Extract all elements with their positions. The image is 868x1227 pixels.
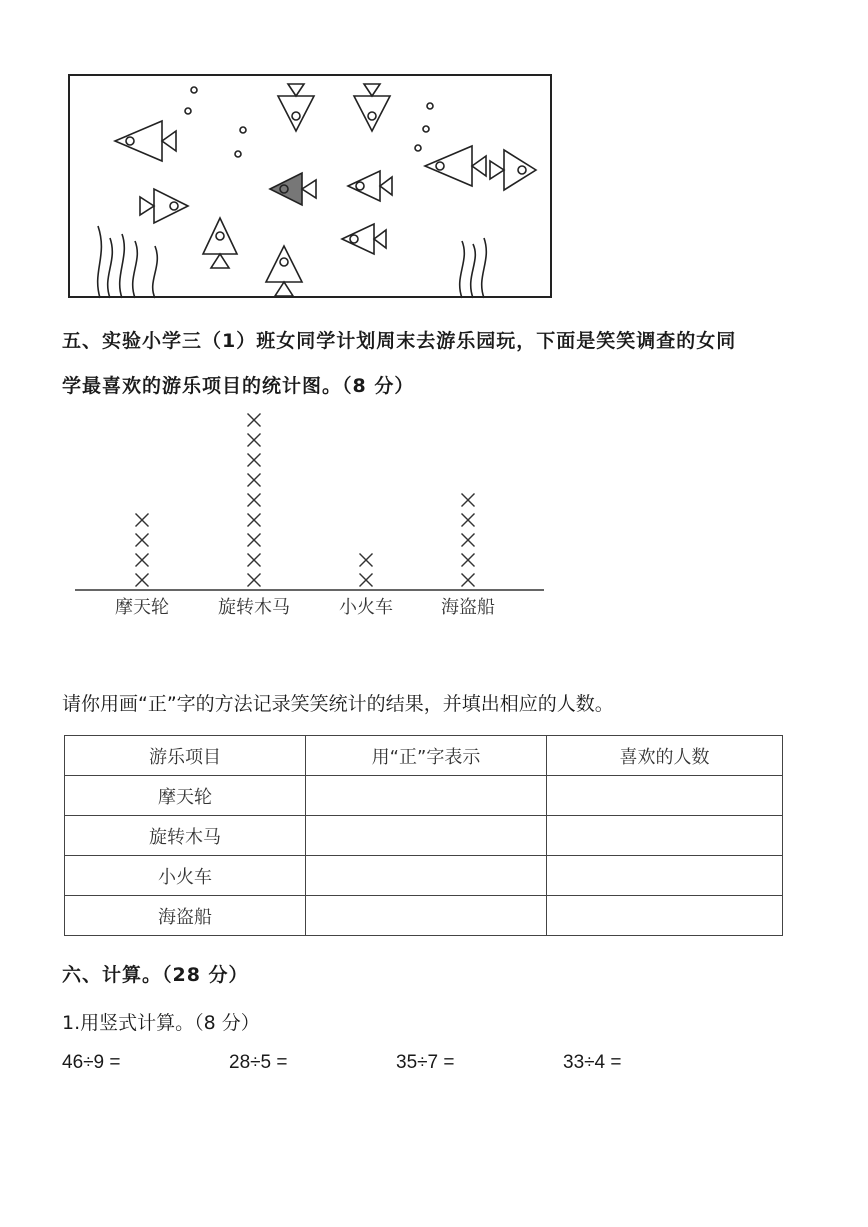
instruction-text: 请你用画“正”字的方法记录笑笑统计的结果，并填出相应的人数。 <box>62 693 614 715</box>
tally-answer-cell[interactable] <box>306 776 547 816</box>
category-label: 摩天轮 <box>115 597 169 618</box>
x-mark <box>248 554 261 567</box>
x-mark <box>248 434 261 447</box>
section5-title-line2: 学最喜欢的游乐项目的统计图。（8 分） <box>62 375 415 397</box>
x-mark <box>136 554 149 567</box>
count-answer-cell[interactable] <box>547 856 783 896</box>
tally-table <box>64 735 783 936</box>
category-label: 海盗船 <box>441 597 495 618</box>
x-mark <box>462 534 475 547</box>
category-label: 小火车 <box>339 597 393 618</box>
x-mark <box>360 574 373 587</box>
dot-plot-svg <box>70 405 560 625</box>
x-mark <box>462 514 475 527</box>
x-mark <box>136 574 149 587</box>
x-mark <box>462 554 475 567</box>
x-mark <box>360 554 373 567</box>
category-label: 旋转木马 <box>218 597 290 618</box>
header-tally: 用“正”字表示 <box>306 736 547 776</box>
section6-title: 六、计算。（28 分） <box>62 964 249 986</box>
calc-problem-2: 28÷5 = <box>229 1052 288 1073</box>
table-row <box>65 896 783 936</box>
x-mark <box>248 574 261 587</box>
x-mark <box>136 534 149 547</box>
tally-answer-cell[interactable] <box>306 856 547 896</box>
row-project: 旋转木马 <box>65 816 306 856</box>
count-answer-cell[interactable] <box>547 776 783 816</box>
header-project: 游乐项目 <box>65 736 306 776</box>
table-row <box>65 856 783 896</box>
count-answer-cell[interactable] <box>547 896 783 936</box>
calc-problem-3: 35÷7 = <box>396 1052 455 1073</box>
fish-illustration <box>70 76 554 300</box>
tally-answer-cell[interactable] <box>306 896 547 936</box>
table-row <box>65 816 783 856</box>
count-answer-cell[interactable] <box>547 816 783 856</box>
x-mark <box>462 494 475 507</box>
row-project: 海盗船 <box>65 896 306 936</box>
row-project: 摩天轮 <box>65 776 306 816</box>
dot-plot-chart <box>70 405 560 629</box>
calc-problem-4: 33÷4 = <box>563 1052 622 1073</box>
x-mark <box>248 514 261 527</box>
x-mark <box>248 534 261 547</box>
x-mark <box>136 514 149 527</box>
x-mark <box>462 574 475 587</box>
x-mark <box>248 474 261 487</box>
row-project: 小火车 <box>65 856 306 896</box>
section6-sub1: 1.用竖式计算。（8 分） <box>62 1012 260 1034</box>
x-mark <box>248 414 261 427</box>
x-mark <box>248 494 261 507</box>
table-row <box>65 776 783 816</box>
calc-problem-1: 46÷9 = <box>62 1052 121 1073</box>
fish-picture <box>68 74 552 298</box>
section5-title-line1: 五、实验小学三（1）班女同学计划周末去游乐园玩，下面是笑笑调查的女同 <box>62 330 737 352</box>
header-count: 喜欢的人数 <box>547 736 783 776</box>
x-mark <box>248 454 261 467</box>
tally-answer-cell[interactable] <box>306 816 547 856</box>
table-header-row <box>65 736 783 776</box>
